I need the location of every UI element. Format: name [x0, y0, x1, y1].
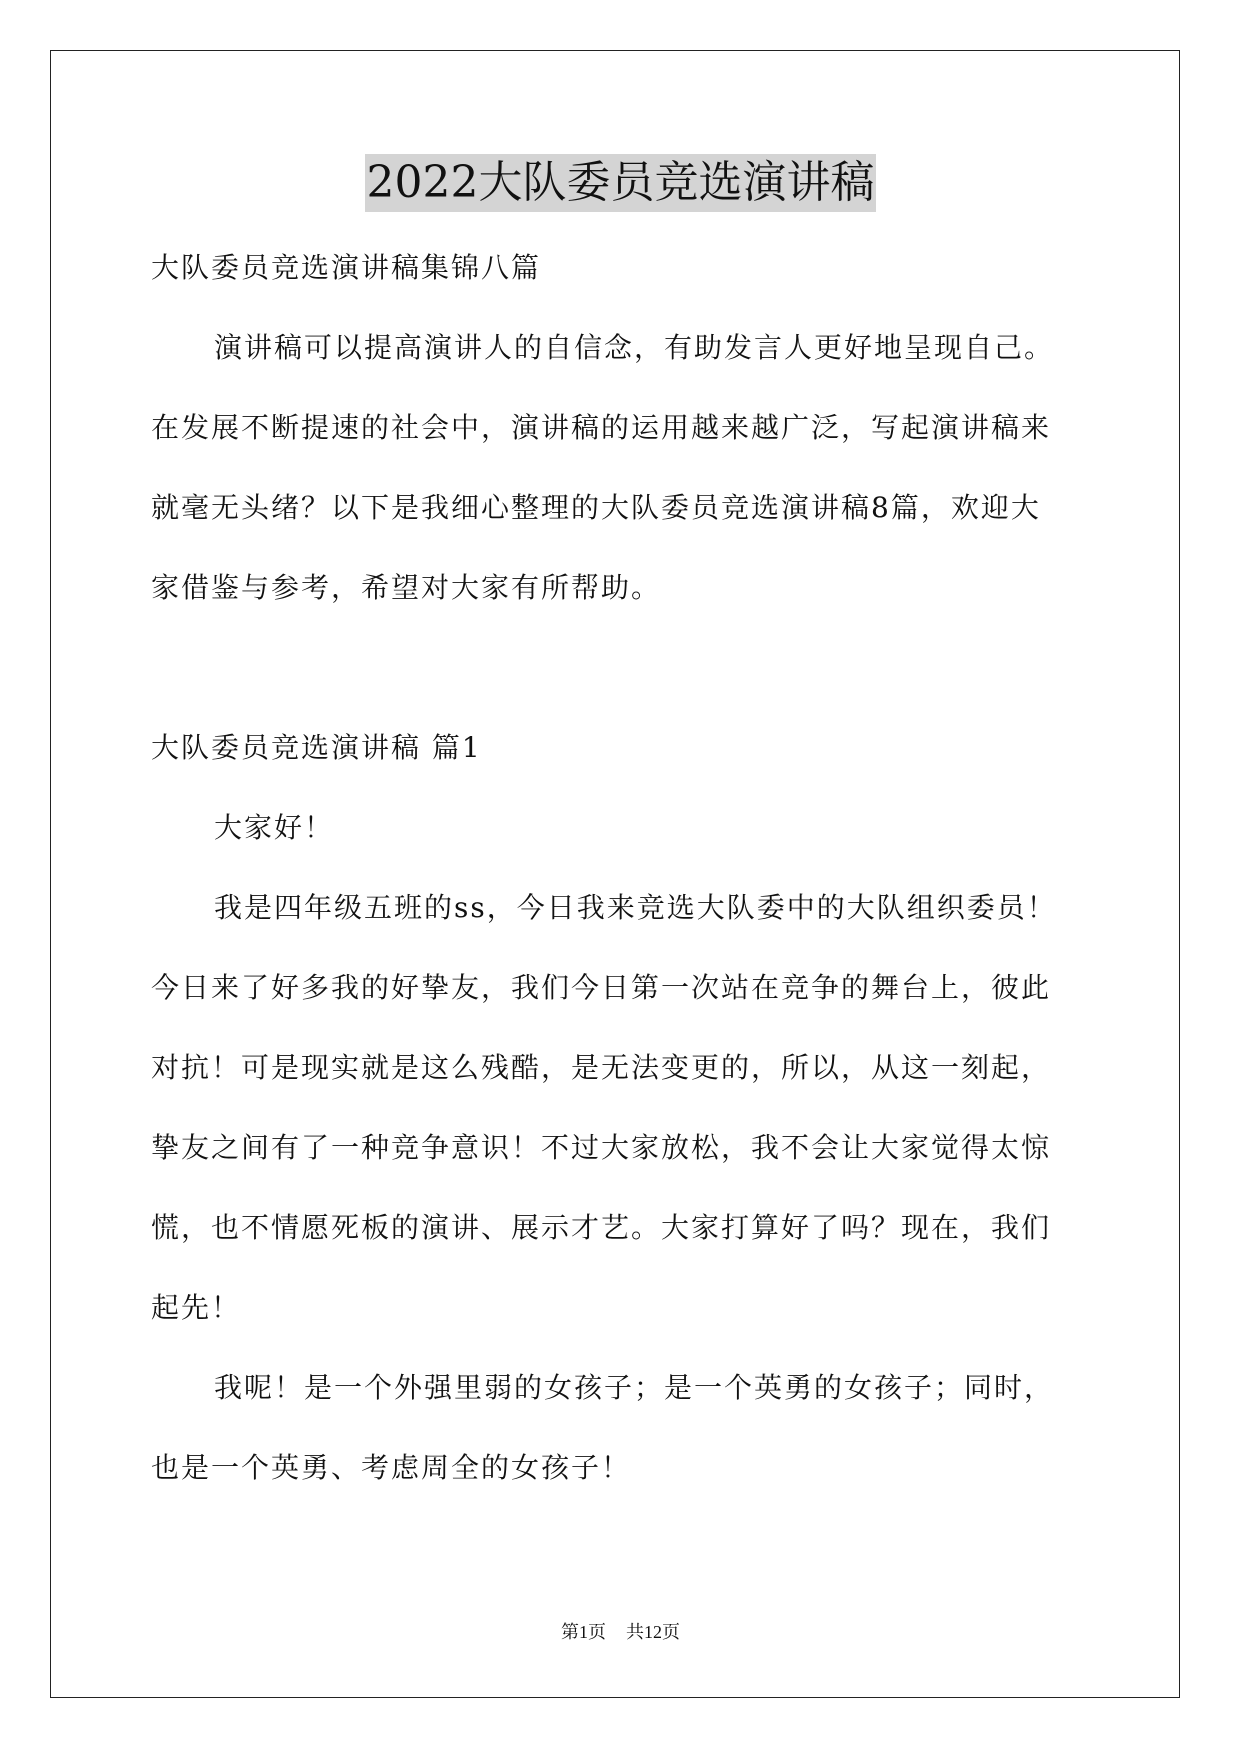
intro-line: 家借鉴与参考，希望对大家有所帮助。 — [151, 571, 662, 604]
title-container — [0, 154, 1241, 212]
section-heading: 大队委员竞选演讲稿 篇1 — [151, 731, 482, 764]
page-number: 第1页 — [561, 1622, 606, 1642]
paragraph-line: 今日来了好多我的好挚友，我们今日第一次站在竞争的舞台上，彼此 — [151, 971, 1052, 1004]
paragraph-gap — [151, 628, 1111, 708]
document-subtitle: 大队委员竞选演讲稿集锦八篇 — [151, 251, 542, 284]
intro-line: 就毫无头绪？以下是我细心整理的大队委员竞选演讲稿8篇，欢迎大 — [151, 491, 1041, 524]
paragraph-line: 对抗！可是现实就是这么残酷，是无法变更的，所以，从这一刻起， — [151, 1051, 1052, 1084]
paragraph-line: 挚友之间有了一种竞争意识！不过大家放松，我不会让大家觉得太惊 — [151, 1131, 1052, 1164]
page-total: 共12页 — [626, 1622, 680, 1642]
intro-line: 在发展不断提速的社会中，演讲稿的运用越来越广泛，写起演讲稿来 — [151, 411, 1052, 444]
paragraph-line: 我呢！是一个外强里弱的女孩子；是一个英勇的女孩子；同时， — [214, 1371, 1055, 1404]
document-body — [151, 228, 1111, 1508]
paragraph-line: 我是四年级五班的ss，今日我来竞选大队委中的大队组织委员！ — [214, 891, 1057, 924]
greeting-line: 大家好！ — [214, 811, 335, 844]
paragraph-line: 也是一个英勇、考虑周全的女孩子！ — [151, 1451, 632, 1484]
intro-line: 演讲稿可以提高演讲人的自信念，有助发言人更好地呈现自己。 — [214, 331, 1055, 364]
page-footer — [0, 1618, 1241, 1644]
document-title: 2022大队委员竞选演讲稿 — [365, 154, 877, 212]
paragraph-line: 起先！ — [151, 1291, 242, 1324]
paragraph-line: 慌，也不情愿死板的演讲、展示才艺。大家打算好了吗？现在，我们 — [151, 1211, 1052, 1244]
